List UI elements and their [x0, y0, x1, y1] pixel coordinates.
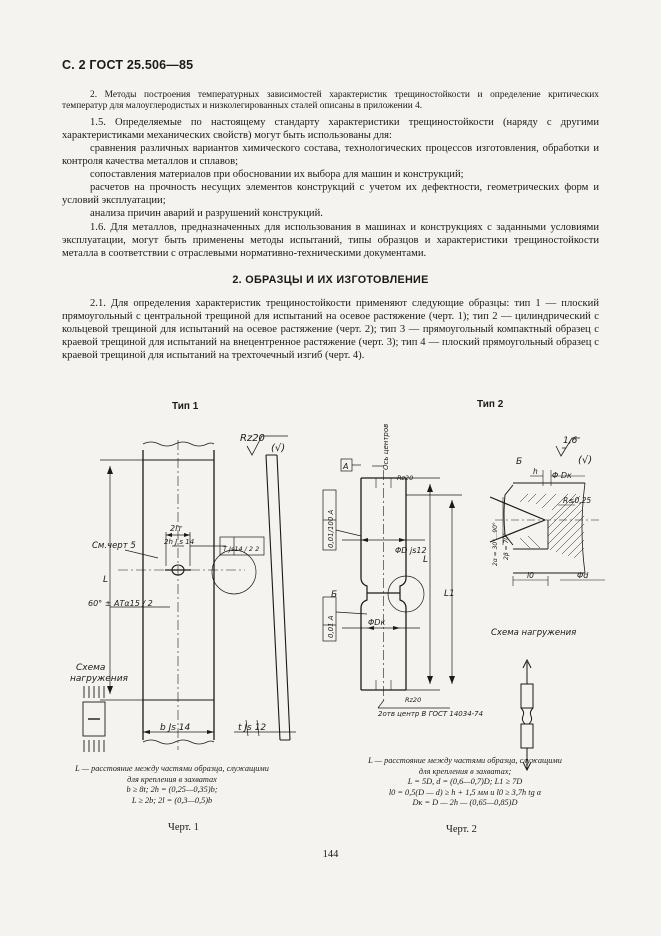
figure2-number: Черт. 2: [446, 824, 477, 835]
figure1-type-label: Тип 1: [172, 401, 199, 412]
caption-line: для крепления в захватах: [127, 774, 217, 784]
section-title: 2. ОБРАЗЦЫ И ИХ ИЗГОТОВЛЕНИЕ: [232, 273, 429, 286]
figure1-roughness-note: (√): [271, 443, 286, 454]
figure2-detail-r: R≤0,25: [563, 496, 592, 505]
figure1-dim-l: L: [103, 575, 109, 585]
figure2-caption: [330, 756, 600, 809]
caption-line: L ≥ 2b; 2l = (0,3—0,5)b: [131, 795, 213, 805]
figure2-runout-2: 0,01 А: [327, 615, 335, 638]
figure2-load-scheme: [521, 660, 533, 770]
figure2-specimen: [361, 470, 424, 700]
paragraph-1-5-a: сравнения различных вариантов химического состава, технологических процессов изготовления, обработки и контроля качества металлов и сплавов;: [62, 143, 599, 168]
figure1-scheme-label-2: нагружения: [70, 674, 128, 684]
figure2-detail-angle-1: 2α = 30°…90°: [492, 522, 499, 566]
figure1-dim-b: b Js 14: [160, 723, 191, 733]
figure2-center-note: 2отв центр В ГОСТ 14034-74: [378, 710, 484, 718]
figure2-roughness-note: (√): [578, 455, 593, 466]
figure2-detail-marker: Б: [331, 590, 338, 600]
figure1-load-scheme: [83, 686, 105, 752]
caption-line: Dк = D — 2h — (0,65—0,85)D: [412, 798, 518, 808]
figure2-dimensions: [323, 459, 462, 708]
figure1-dim-2h: 2h J s 14: [164, 538, 195, 546]
caption-line: L — расстояние между частями образца, служащими: [368, 756, 562, 765]
figure2-roughness-label: 1,6: [563, 436, 578, 446]
figure1-see-note: См.черт 5: [92, 541, 136, 551]
figure2-detail-d: Φd: [577, 571, 589, 580]
caption-line: l0 = 0,5(D — d) ≥ h + 1,5 мм и l0 ≥ 3,7h tg α: [388, 787, 542, 797]
paragraph-note-2: 2. Методы построения температурных зависимостей характеристик трещиностойкости и определение критических температур для малоуглеродистых и низколегированных сталей описаны в приложении 4.: [62, 90, 599, 112]
figure1-specimen: [118, 440, 256, 750]
figure2-axis-label: Ось центров: [382, 423, 390, 470]
caption-line: L = 5D, d = (0,6—0,7)D; L1 ≥ 7D: [407, 777, 523, 787]
figure2-detail-l0: l0: [527, 571, 534, 580]
figure2-detail-h: h: [533, 467, 538, 476]
page-header: С. 2 ГОСТ 25.506—85: [62, 58, 194, 72]
page-number: 144: [322, 849, 339, 860]
caption-line: L — расстояние между частями образца, служащими: [75, 764, 269, 773]
figure2-detail: [490, 470, 605, 586]
figure2-runout-1: 0,01/100 А: [327, 509, 335, 548]
figure1-side-view: [266, 455, 290, 740]
figure1-dimensions: [100, 460, 296, 736]
paragraph-2-1: 2.1. Для определения характеристик трещиностойкости применяют следующие образцы: тип 1 — плоский прямоугольный с центральной трещиной для испытаний на осевое растяжение (черт. 1); тип 2 — цилиндрический с кольцевой трещиной для испытаний на осевое растяжение (черт. 2); тип 3 — прямоугольный компактный образец с краевой трещиной для испытаний на внецентренное растяжение (черт. 3); тип 4 — плоский прямоугольный образец с краевой трещиной для испытаний на трехточечный изгиб (черт. 4).: [62, 297, 599, 362]
figure1-tolerance-frame: Т Js14 / 2 2: [223, 545, 260, 553]
caption-line: b ≥ 8t; 2h = (0,25—0,35)b;: [126, 785, 218, 795]
figure1-angle-note: 60° ± АТα15 / 2: [88, 599, 153, 608]
figure1-dim-t: t Js 12: [238, 723, 267, 733]
figure2-dim-l: L: [423, 555, 429, 565]
figure2-dim-dk: ΦDк: [368, 618, 386, 627]
figure2-dim-d: ΦD js12: [395, 546, 427, 555]
figure2-detail-title: Б: [516, 457, 523, 467]
figure2-detail-angle-2: 2β ≈ 70°: [503, 532, 510, 560]
figure2-scheme-label: Схема нагружения: [491, 628, 577, 638]
paragraph-1-5: 1.5. Определяемые по настоящему стандарту характеристики трещиностойкости (наряду с другими характеристиками механических свойств) могут быть использованы для:: [62, 116, 599, 141]
paragraph-1-5-d: анализа причин аварий и разрушений конструкций.: [90, 208, 323, 220]
paragraph-1-6: 1.6. Для металлов, предназначенных для использования в машинах и конструкциях с заданными условиями эксплуатации, могут быть применены методы испытаний, типы образцов и характеристики трещиностойкости металла в соответствии с отраслевыми нормативно-техническими документами.: [62, 221, 599, 259]
figure1-dim-2lt: 2lт: [170, 524, 182, 533]
paragraph-1-5-b: сопоставления материалов при обосновании их выбора для машин и конструкций;: [90, 169, 464, 181]
figure1-scheme-label-1: Схема: [76, 663, 106, 673]
figure1-number: Черт. 1: [168, 822, 199, 833]
figure2-rz-bottom: Rz20: [405, 696, 422, 704]
figure2-detail-dk: Φ Dк: [552, 471, 572, 480]
figure1-caption: [42, 764, 302, 806]
figure2-rz-top: Rz20: [397, 474, 414, 482]
figure2-dim-l1: L1: [444, 589, 455, 599]
paragraph-1-5-c: расчетов на прочность несущих элементов конструкций с учетом их дефектности, геометрических форм и условий эксплуатации;: [62, 182, 599, 207]
figure2-type-label: Тип 2: [477, 399, 504, 410]
figure1-roughness-label: Rz20: [240, 433, 265, 444]
caption-line: для крепления в захватах;: [418, 766, 512, 776]
figure2-datum: A: [343, 462, 349, 471]
